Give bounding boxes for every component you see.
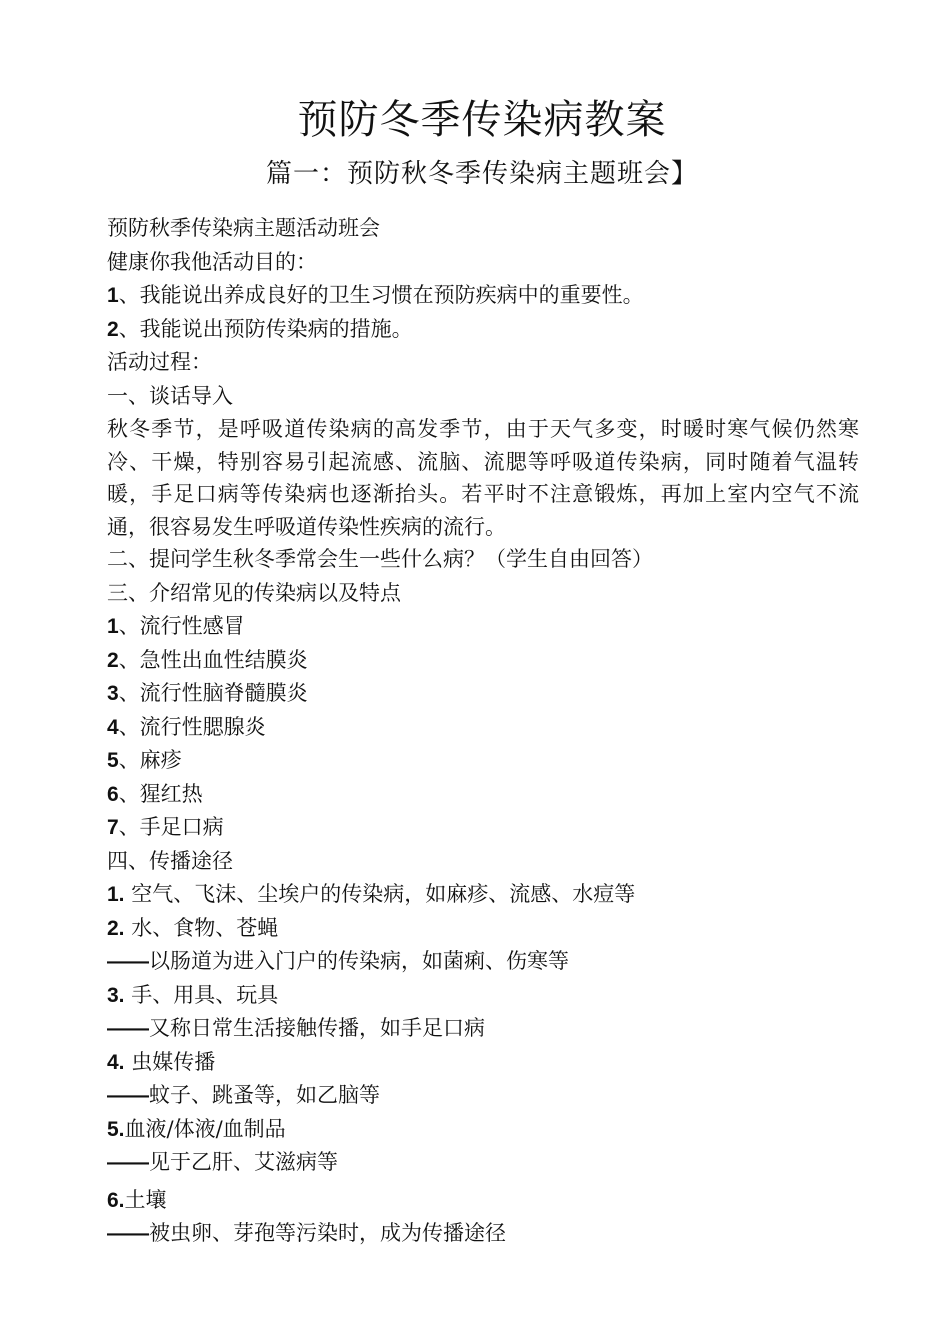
text-line	[107, 346, 859, 380]
text-line	[107, 845, 859, 879]
document-body	[107, 212, 859, 1251]
text-line	[107, 380, 859, 414]
line-marker: 6.	[107, 1188, 125, 1212]
text-line	[107, 1146, 859, 1180]
line-marker: 7	[107, 816, 119, 839]
line-marker: 3.	[107, 983, 125, 1007]
line-marker: 1.	[107, 883, 125, 906]
text-line	[107, 1079, 859, 1113]
line-text: 血液/体液/血制品	[124, 1116, 286, 1141]
line-marker: ——	[107, 1151, 149, 1174]
text-line	[107, 1012, 859, 1046]
line-text: 、流行性腮腺炎	[118, 714, 266, 739]
line-marker: ——	[107, 950, 149, 973]
content-lines	[107, 543, 859, 1180]
line-text: 空气、飞沫、尘埃户的传染病，如麻疹、流感、水痘等	[124, 882, 636, 906]
line-text: 三、介绍常见的传染病以及特点	[107, 580, 401, 605]
line-text: 手、用具、玩具	[124, 982, 279, 1007]
text-line	[107, 677, 859, 711]
line-marker: ——	[107, 1017, 149, 1040]
document-subtitle: 篇一：预防秋冬季传染病主题班会】	[265, 159, 698, 189]
text-line	[107, 246, 859, 280]
text-line	[107, 543, 859, 577]
line-text: 以肠道为进入门户的传染病，如菌痢、伤寒等	[149, 949, 569, 973]
line-text: 、流行性感冒	[118, 614, 245, 638]
text-line	[107, 1113, 859, 1147]
text-line	[107, 878, 859, 912]
text-line	[107, 1217, 859, 1251]
line-text: 预防秋季传染病主题活动班会	[107, 216, 380, 240]
line-text: 、我能说出预防传染病的措施。	[118, 316, 413, 341]
intro-paragraph: 秋冬季节，是呼吸道传染病的高发季节，由于天气多变，时暖时寒气候仍然寒冷、干燥，特别容易引起流感、流脑、流腮等呼吸道传染病，同时随着气温转暖，手足口病等传染病也逐渐抬头。若平时不注意锻炼，再加上室内空气不流通，很容易发生呼吸道传染性疾病的流行。	[107, 417, 859, 539]
line-text: 一、谈话导入	[107, 383, 233, 408]
line-marker: 5.	[107, 1117, 125, 1141]
line-text: 活动过程：	[107, 350, 212, 374]
text-line	[107, 279, 859, 313]
text-line	[107, 744, 859, 778]
line-text: 、急性出血性结膜炎	[118, 647, 308, 672]
line-marker: 1	[107, 615, 119, 638]
text-line	[107, 811, 859, 845]
line-marker: ——	[107, 1084, 149, 1107]
line-text: 、麻疹	[118, 748, 182, 772]
line-marker: 4	[107, 715, 119, 739]
text-line	[107, 644, 859, 678]
line-text: 健康你我他活动目的：	[107, 249, 317, 274]
text-line	[107, 711, 859, 745]
line-text: 水、食物、苍蝇	[124, 915, 279, 940]
line-marker: 2	[107, 648, 119, 672]
line-text: 、我能说出养成良好的卫生习惯在预防疾病中的重要性。	[118, 283, 644, 307]
line-marker: 1	[107, 284, 119, 307]
line-text: 虫媒传播	[124, 1049, 216, 1074]
text-line	[107, 945, 859, 979]
text-line	[107, 610, 859, 644]
line-text: 又称日常生活接触传播，如手足口病	[149, 1016, 485, 1040]
line-marker: 4.	[107, 1050, 125, 1074]
line-text: 蚊子、跳蚤等，如乙脑等	[149, 1083, 380, 1107]
closing-lines	[107, 1184, 859, 1251]
text-line	[107, 778, 859, 812]
line-marker: ——	[107, 1222, 149, 1245]
line-marker: 2.	[107, 916, 125, 940]
text-line	[107, 577, 859, 611]
text-line	[107, 979, 859, 1013]
line-text: 、手足口病	[118, 815, 224, 839]
text-line	[107, 1184, 859, 1218]
text-line	[107, 313, 859, 347]
line-text: 、猩红热	[118, 781, 203, 806]
document-title: 预防冬季传染病教案	[297, 97, 667, 143]
line-marker: 5	[107, 749, 119, 772]
line-text: 土壤	[124, 1187, 167, 1212]
line-text: 四、传播途径	[107, 848, 233, 873]
line-text: 、流行性脑脊髓膜炎	[118, 681, 308, 705]
text-line	[107, 1046, 859, 1080]
line-marker: 3	[107, 682, 119, 705]
line-marker: 2	[107, 317, 119, 341]
text-line	[107, 212, 859, 246]
text-line	[107, 912, 859, 946]
line-text: 被虫卵、芽孢等污染时，成为传播途径	[149, 1221, 506, 1245]
line-text: 见于乙肝、艾滋病等	[149, 1150, 338, 1174]
line-marker: 6	[107, 782, 119, 806]
intro-lines	[107, 212, 859, 413]
line-text: 二、提问学生秋冬季常会生一些什么病？（学生自由回答）	[107, 547, 653, 571]
